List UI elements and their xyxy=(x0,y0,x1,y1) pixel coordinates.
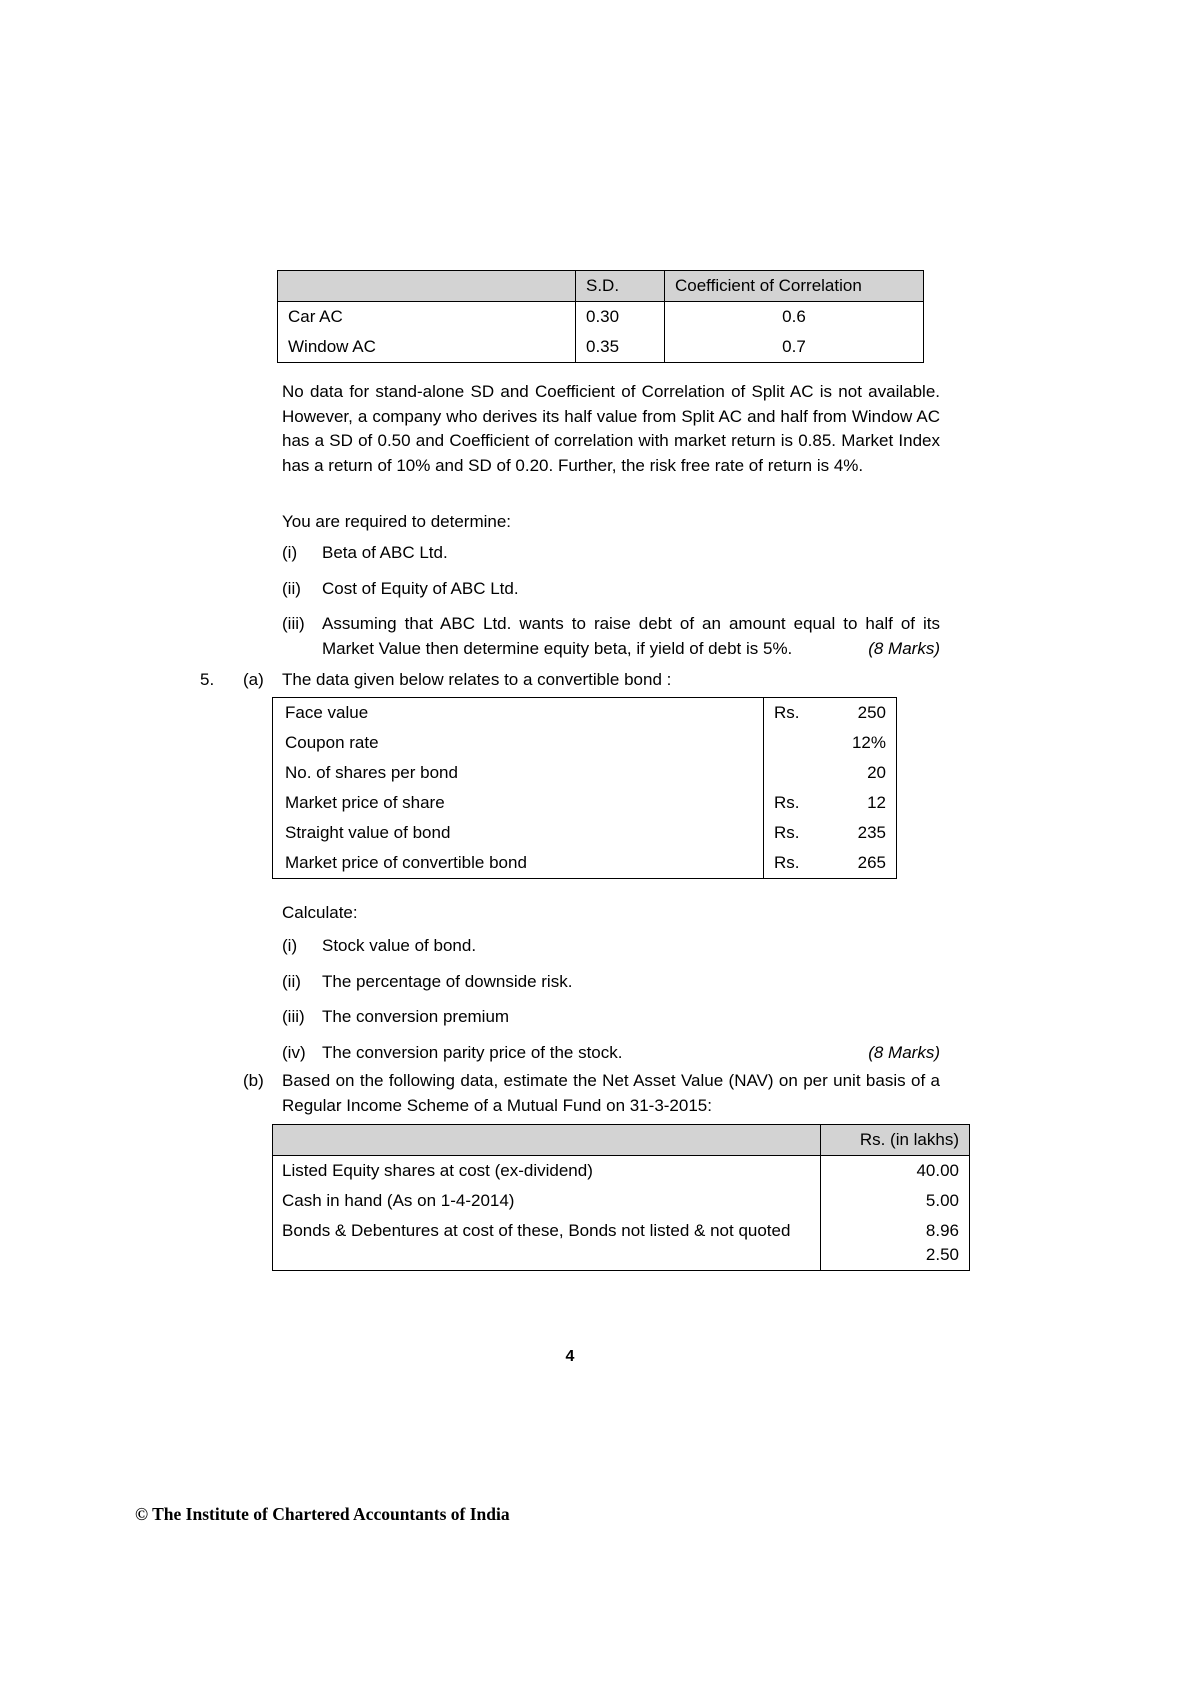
list-item-number: (i) xyxy=(282,543,298,562)
value-line-1: 8.96 xyxy=(925,1221,959,1240)
row-value xyxy=(764,818,897,848)
question-intro: Based on the following data, estimate the Net Asset Value (NAV) on per unit basis of a Regular Income Scheme of a Mutual Fund on 31-3-2015: xyxy=(282,1071,940,1115)
row-value: 5.00 xyxy=(821,1186,970,1216)
list-item-text xyxy=(322,1041,940,1066)
header-cell-blank xyxy=(278,271,576,302)
table-header-row xyxy=(278,271,924,302)
header-cell-unit: Rs. (in lakhs) xyxy=(821,1125,970,1156)
header-cell-blank xyxy=(273,1125,821,1156)
table-row xyxy=(273,1156,970,1187)
row-value xyxy=(764,758,897,788)
row-label: Market price of share xyxy=(285,793,445,812)
coefficient-value: 0.6 xyxy=(665,302,924,333)
table-row xyxy=(273,728,897,758)
sd-value: 0.30 xyxy=(576,302,665,333)
table-row xyxy=(273,1186,970,1216)
row-label: Bonds & Debentures at cost of these, Bonds not listed & not quoted xyxy=(282,1221,791,1240)
table-row xyxy=(273,848,897,879)
list-item xyxy=(282,541,940,566)
table-row xyxy=(273,1216,970,1271)
table-row xyxy=(273,788,897,818)
row-value xyxy=(764,728,897,758)
row-value xyxy=(764,698,897,729)
convertible-bond-table xyxy=(272,697,897,879)
question-number: 5. xyxy=(200,670,215,689)
list-item-number: (iii) xyxy=(282,1007,305,1026)
amount-value: 20 xyxy=(867,763,886,782)
amount-value: 12% xyxy=(851,733,886,752)
list-item-text: The conversion premium xyxy=(322,1007,510,1026)
question-paragraph: No data for stand-alone SD and Coefficient of Correlation of Split AC is not available. However, a company who derives its half value from Split AC and half from Window AC has a SD of 0.50 and Coefficient of correlation with market return is 0.85. Market Index has a return of 10% and SD of 0.20. Further, the risk free rate of return is 4%. xyxy=(282,382,940,475)
determine-list xyxy=(282,541,940,672)
question-intro: The data given below relates to a convertible bond : xyxy=(282,670,672,689)
table-row xyxy=(278,302,924,333)
row-label: No. of shares per bond xyxy=(285,763,458,782)
currency-label: Rs. xyxy=(774,793,800,812)
marks-label: (8 Marks) xyxy=(868,638,940,658)
list-item-number: (iii) xyxy=(282,614,305,633)
currency-label: Rs. xyxy=(774,823,800,842)
list-item-text: Beta of ABC Ltd. xyxy=(322,543,448,562)
row-label: Market price of convertible bond xyxy=(285,853,527,872)
header-cell-sd: S.D. xyxy=(576,271,665,302)
sd-value: 0.35 xyxy=(576,332,665,363)
footer-copyright: © The Institute of Chartered Accountants of India xyxy=(135,1504,510,1524)
nav-table xyxy=(272,1124,970,1271)
amount-value: 12 xyxy=(867,793,886,812)
table-row xyxy=(278,332,924,363)
list-item-number: (ii) xyxy=(282,971,301,991)
list-item-text xyxy=(322,612,940,661)
amount-value: 250 xyxy=(857,703,886,722)
question-5a-line xyxy=(200,668,940,693)
list-item-text: The percentage of downside risk. xyxy=(322,971,573,991)
list-item-number: (i) xyxy=(282,936,298,955)
determine-intro: You are required to determine: xyxy=(282,512,512,531)
amount-value: 235 xyxy=(857,823,886,842)
question-5b-line xyxy=(243,1069,940,1118)
list-item xyxy=(282,934,940,959)
row-label: Cash in hand (As on 1-4-2014) xyxy=(282,1191,515,1210)
row-label: Window AC xyxy=(288,337,376,356)
list-item xyxy=(282,577,940,602)
list-item-body: Assuming that ABC Ltd. wants to raise debt of an amount equal to half of its Market Value then determine equity beta, if yield of debt is 5%. xyxy=(322,614,940,658)
row-label: Face value xyxy=(285,703,369,722)
table-header-row xyxy=(273,1125,970,1156)
list-item-text: Stock value of bond. xyxy=(322,936,477,955)
list-item xyxy=(282,1005,940,1030)
list-item xyxy=(282,612,940,661)
row-label: Straight value of bond xyxy=(285,823,451,842)
page-number: 4 xyxy=(565,1348,575,1365)
list-item-body: The conversion parity price of the stock. xyxy=(322,1042,623,1062)
question-part: (a) xyxy=(243,670,264,689)
calculate-label: Calculate: xyxy=(282,903,358,922)
row-label: Coupon rate xyxy=(285,733,379,752)
value-line-2: 2.50 xyxy=(925,1245,959,1264)
currency-label: Rs. xyxy=(774,703,800,722)
header-cell-coefficient: Coefficient of Correlation xyxy=(665,271,924,302)
row-value: 40.00 xyxy=(821,1156,970,1187)
table-row xyxy=(273,758,897,788)
amount-value: 265 xyxy=(857,853,886,872)
list-item-number: (iv) xyxy=(282,1042,306,1062)
row-label: Listed Equity shares at cost (ex-dividend) xyxy=(282,1161,593,1180)
marks-label: (8 Marks) xyxy=(868,1042,940,1062)
table-row xyxy=(273,818,897,848)
currency-label: Rs. xyxy=(774,853,800,872)
row-value xyxy=(764,788,897,818)
list-item-number: (ii) xyxy=(282,578,301,598)
coefficient-value: 0.7 xyxy=(665,332,924,363)
list-item-text: Cost of Equity of ABC Ltd. xyxy=(322,578,519,598)
question-part: (b) xyxy=(243,1071,264,1090)
list-item xyxy=(282,1041,940,1066)
row-value xyxy=(821,1216,970,1271)
row-label: Car AC xyxy=(288,307,343,326)
calculate-list xyxy=(282,934,940,1076)
list-item xyxy=(282,970,940,995)
sd-coefficient-table xyxy=(277,270,924,363)
table-row xyxy=(273,698,897,729)
row-value xyxy=(764,848,897,879)
